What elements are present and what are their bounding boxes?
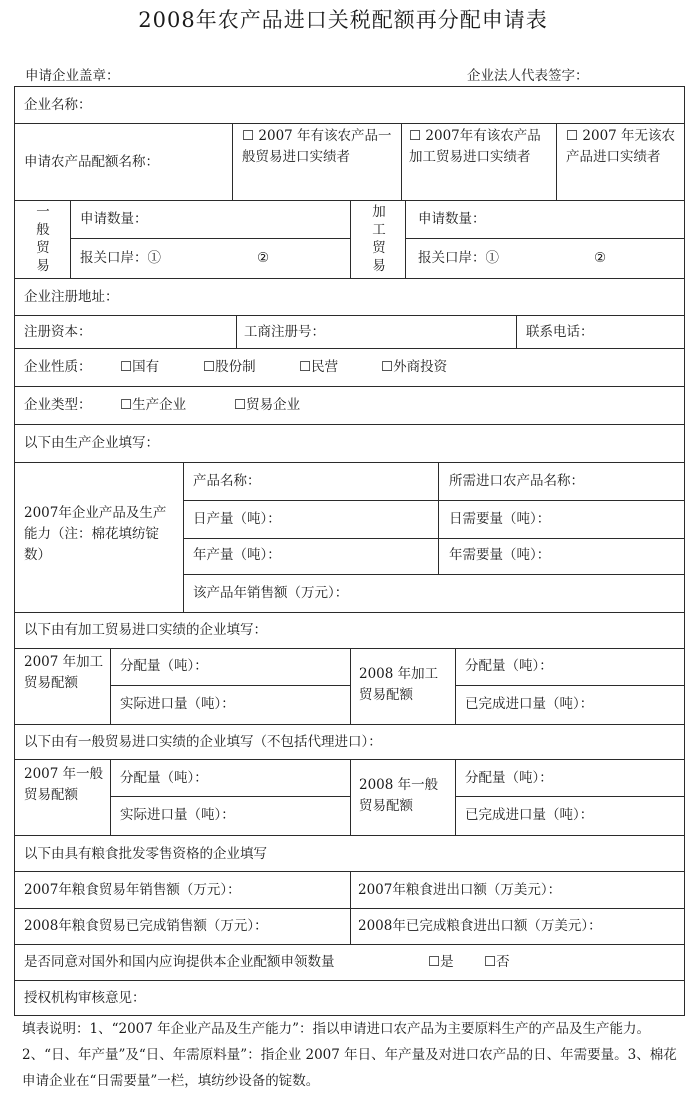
rule [14, 348, 685, 349]
general-section-heading: 以下由有一般贸易进口实绩的企业填写（不包括代理进口）： [24, 734, 382, 750]
rule [14, 835, 685, 836]
rule [14, 424, 685, 425]
legal-rep-sign-label: 企业法人代表签字： [467, 68, 589, 84]
rule [14, 944, 685, 945]
nature-option-foreign[interactable]: ☐外商投资 [381, 359, 448, 375]
company-name-field[interactable]: 企业名称： [24, 97, 92, 113]
production-capacity-label: 2007年企业产品及生产能力（注：棉花填纺锭数） [24, 505, 167, 563]
processing-2007-allocated[interactable]: 分配量（吨）： [120, 658, 208, 674]
rule [14, 86, 15, 1016]
processing-2008-completed[interactable]: 已完成进口量（吨）： [465, 696, 594, 712]
nature-option-joint-stock[interactable]: ☐股份制 [203, 359, 256, 375]
consent-yes-checkbox[interactable]: ☐是 [428, 954, 454, 970]
reg-address-field[interactable]: 企业注册地址： [24, 289, 119, 305]
annual-sales-field[interactable]: 该产品年销售额（万元）： [193, 585, 349, 601]
rule [110, 796, 350, 797]
rule [236, 315, 237, 348]
company-nature-label: 企业性质： [24, 359, 92, 375]
processing-trade-port[interactable]: 报关口岸：① [418, 250, 499, 266]
processing-2008-label: 2008 年加工贸易配额 [359, 666, 439, 703]
grain-io-2008-field[interactable]: 2008年已完成粮食进出口额（万美元）： [358, 918, 602, 934]
rule [232, 123, 233, 200]
consent-question: 是否同意对国外和国内应询提供本企业配额申领数量 [24, 954, 335, 970]
grain-io-2007-field[interactable]: 2007年粮食进出口额（万美元）： [358, 882, 562, 898]
import-product-name-field[interactable]: 所需进口农产品名称： [449, 473, 584, 489]
rule [14, 612, 685, 613]
rule [14, 724, 685, 725]
product-name-field[interactable]: 产品名称： [193, 473, 261, 489]
processing-section-heading: 以下由有加工贸易进口实绩的企业填写： [24, 622, 267, 638]
processing-2007-label: 2007 年加工贸易配额 [24, 654, 104, 691]
rule [350, 759, 351, 835]
rule [70, 200, 71, 278]
rule [350, 200, 351, 278]
general-2008-label: 2008 年一般贸易配额 [359, 777, 439, 814]
consent-no-checkbox[interactable]: ☐否 [484, 954, 510, 970]
rule [110, 685, 350, 686]
rule [684, 86, 685, 1016]
rule [14, 315, 685, 316]
type-option-production[interactable]: ☐生产企业 [120, 397, 187, 413]
rule [350, 648, 351, 724]
processing-2007-actual-import[interactable]: 实际进口量（吨）： [120, 696, 235, 712]
general-2007-label: 2007 年一般贸易配额 [24, 766, 104, 803]
grain-sales-2008-field[interactable]: 2008年粮食贸易已完成销售额（万元）： [24, 918, 268, 934]
rule [516, 315, 517, 348]
rule [14, 386, 685, 387]
business-reg-no-field[interactable]: 工商注册号： [244, 324, 325, 340]
review-opinion-field[interactable]: 授权机构审核意见： [24, 990, 146, 1006]
rule [455, 759, 456, 835]
annual-need-field[interactable]: 年需要量（吨）： [449, 547, 551, 563]
nature-option-private[interactable]: ☐民营 [299, 359, 339, 375]
daily-need-field[interactable]: 日需要量（吨）： [449, 511, 551, 527]
quota-name-label: 申请农产品配额名称： [24, 154, 159, 170]
annual-output-field[interactable]: 年产量（吨）： [193, 547, 281, 563]
general-trade-port[interactable]: 报关口岸：① [80, 250, 161, 266]
fill-instructions: 填表说明：1、“2007 年企业产品及生产能力”：指以申请进口农产品为主要原料生产的产品及生产能力。2、“日、年产量”及“日、年需原料量”：指企业 2007 年日、年产量及对进口农产品的日、年需要量。3、棉花申请企业在“日需要量”一栏，填纺纱设备的锭数。 [22, 1021, 677, 1089]
nature-option-state[interactable]: ☐国有 [120, 359, 160, 375]
rule [455, 648, 456, 724]
reg-capital-field[interactable]: 注册资本： [24, 324, 92, 340]
processing-2008-allocated[interactable]: 分配量（吨）： [465, 658, 553, 674]
type-option-trading[interactable]: ☐贸易企业 [234, 397, 301, 413]
general-trade-port-2[interactable]: ② [257, 250, 270, 266]
rule [183, 462, 184, 612]
rule [405, 200, 406, 278]
rule [401, 123, 402, 200]
general-2008-allocated[interactable]: 分配量（吨）： [465, 770, 553, 786]
rule [183, 538, 685, 539]
rule [110, 648, 111, 724]
general-trade-quantity[interactable]: 申请数量： [80, 211, 148, 227]
general-2007-allocated[interactable]: 分配量（吨）： [120, 770, 208, 786]
company-type-label: 企业类型： [24, 397, 92, 413]
rule [438, 462, 439, 574]
general-2008-completed[interactable]: 已完成进口量（吨）： [465, 807, 594, 823]
processing-trade-port-2[interactable]: ② [594, 250, 607, 266]
processing-trade-label: 加工贸易 [372, 204, 386, 274]
quota-option-no-record[interactable]: ☐ 2007 年无该农产品进口实绩者 [566, 128, 676, 165]
rule [183, 574, 685, 575]
rule [556, 123, 557, 200]
rule [110, 759, 111, 835]
form-title: 2008年农产品进口关税配额再分配申请表 [138, 8, 548, 32]
general-2007-actual-import[interactable]: 实际进口量（吨）： [120, 807, 235, 823]
grain-section-heading: 以下由具有粮食批发零售资格的企业填写 [24, 846, 267, 862]
rule [70, 238, 350, 239]
applicant-seal-label: 申请企业盖章： [25, 68, 120, 84]
rule [350, 871, 351, 944]
rule [14, 278, 685, 279]
rule [455, 796, 685, 797]
rule [14, 86, 685, 87]
rule [405, 238, 685, 239]
phone-field[interactable]: 联系电话： [526, 324, 594, 340]
rule [14, 123, 685, 124]
production-section-heading: 以下由生产企业填写： [24, 435, 159, 451]
grain-sales-2007-field[interactable]: 2007年粮食贸易年销售额（万元）： [24, 882, 241, 898]
quota-option-general-trade[interactable]: ☐ 2007 年有该农产品一般贸易进口实绩者 [242, 128, 392, 165]
processing-trade-quantity[interactable]: 申请数量： [418, 211, 486, 227]
rule [183, 500, 685, 501]
rule [14, 462, 685, 463]
general-trade-label: 一般贸易 [36, 204, 50, 274]
daily-output-field[interactable]: 日产量（吨）： [193, 511, 281, 527]
rule [455, 685, 685, 686]
quota-option-processing-trade[interactable]: ☐ 2007年有该农产品加工贸易进口实绩者 [409, 128, 541, 165]
rule [14, 980, 685, 981]
